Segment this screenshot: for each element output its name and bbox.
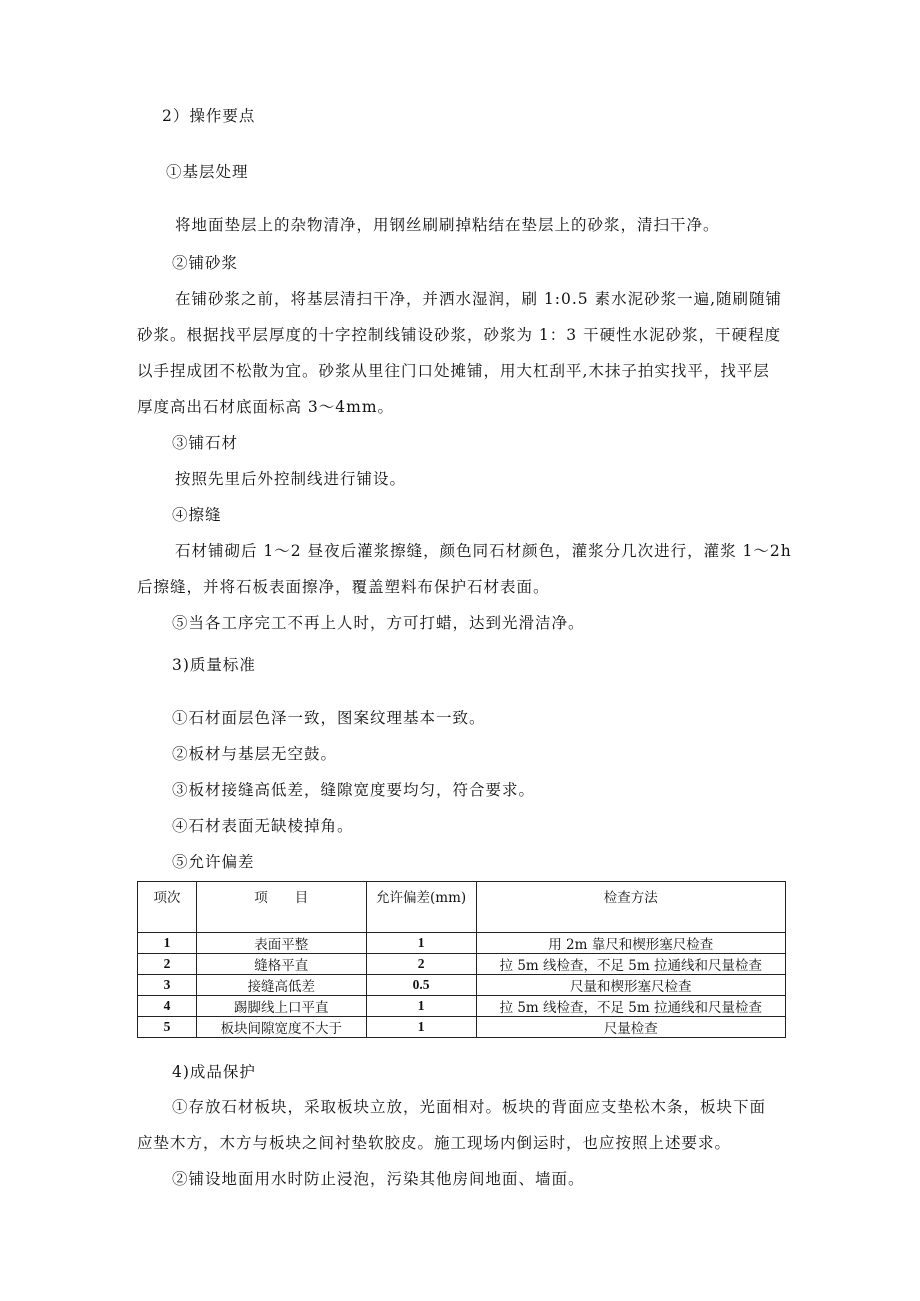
joint-line-2: 后擦缝，并将石板表面擦净，覆盖塑料布保护石材表面。 xyxy=(137,578,550,596)
cell-no: 2 xyxy=(138,954,197,975)
cell-tolerance: 1 xyxy=(366,1017,476,1038)
subsection-mortar-title: ②铺砂浆 xyxy=(172,254,239,272)
header-item-no: 项次 xyxy=(138,882,197,933)
cell-no: 1 xyxy=(138,933,197,954)
quality-item-3: ③板材接缝高低差，缝隙宽度要均匀，符合要求。 xyxy=(172,781,536,799)
cell-method: 用 2m 靠尺和楔形塞尺检查 xyxy=(476,933,785,954)
table-row xyxy=(138,975,786,996)
protection-line-1: ①存放石材板块，采取板块立放，光面相对。板块的背面应支垫松木条，板块下面 xyxy=(172,1098,767,1116)
quality-item-2: ②板材与基层无空鼓。 xyxy=(172,745,338,763)
header-tolerance: 允许偏差(mm) xyxy=(366,882,476,933)
header-item: 项 目 xyxy=(196,882,366,933)
cell-tolerance: 1 xyxy=(366,933,476,954)
cell-tolerance: 0.5 xyxy=(366,975,476,996)
cell-method: 拉 5m 线检查，不足 5m 拉通线和尺量检查 xyxy=(476,996,785,1017)
cell-method: 尺量检查 xyxy=(476,1017,785,1038)
cell-no: 3 xyxy=(138,975,197,996)
mortar-line-1: 在铺砂浆之前，将基层清扫干净，并洒水湿润，刷 1:0.5 素水泥砂浆一遍,随刷随铺 xyxy=(175,290,783,308)
mortar-line-4: 厚度高出石材底面标高 3～4mm。 xyxy=(137,398,395,416)
subsection-joint-title: ④擦缝 xyxy=(172,506,222,524)
header-method: 检查方法 xyxy=(476,882,785,933)
deviation-table xyxy=(137,881,786,1038)
cell-tolerance: 1 xyxy=(366,996,476,1017)
quality-item-1: ①石材面层色泽一致，图案纹理基本一致。 xyxy=(172,709,486,727)
quality-item-5: ⑤允许偏差 xyxy=(172,853,255,871)
cell-item: 缝格平直 xyxy=(196,954,366,975)
cell-method: 拉 5m 线检查，不足 5m 拉通线和尺量检查 xyxy=(476,954,785,975)
cell-item: 表面平整 xyxy=(196,933,366,954)
wax-text: ⑤当各工序完工不再上人时，方可打蜡，达到光滑洁净。 xyxy=(172,614,585,632)
table-header-row xyxy=(138,882,786,933)
section-2-title: 2）操作要点 xyxy=(162,107,256,125)
cell-item: 接缝高低差 xyxy=(196,975,366,996)
cell-tolerance: 2 xyxy=(366,954,476,975)
cell-method: 尺量和楔形塞尺检查 xyxy=(476,975,785,996)
table-row xyxy=(138,933,786,954)
quality-item-4: ④石材表面无缺棱掉角。 xyxy=(172,817,354,835)
table-row xyxy=(138,1017,786,1038)
mortar-line-2: 砂浆。根据找平层厚度的十字控制线铺设砂浆，砂浆为 1：3 干硬性水泥砂浆，干硬程度 xyxy=(137,326,782,344)
table-row xyxy=(138,996,786,1017)
mortar-line-3: 以手捏成团不松散为宜。砂浆从里往门口处摊铺，用大杠刮平,木抹子拍实找平，找平层 xyxy=(137,362,770,380)
cell-no: 4 xyxy=(138,996,197,1017)
cell-item: 踢脚线上口平直 xyxy=(196,996,366,1017)
section-4-title: 4)成品保护 xyxy=(172,1063,256,1081)
protection-line-2: 应垫木方，木方与板块之间衬垫软胶皮。施工现场内倒运时，也应按照上述要求。 xyxy=(137,1134,732,1152)
section-3-title: 3)质量标准 xyxy=(172,656,256,674)
subsection-stone-title: ③铺石材 xyxy=(172,434,239,452)
subsection-base-treatment-title: ①基层处理 xyxy=(166,163,249,181)
base-treatment-text: 将地面垫层上的杂物清净，用钢丝刷刷掉粘结在垫层上的砂浆，清扫干净。 xyxy=(175,216,720,234)
cell-no: 5 xyxy=(138,1017,197,1038)
joint-line-1: 石材铺砌后 1～2 昼夜后灌浆擦缝，颜色同石材颜色，灌浆分几次进行，灌浆 1～2h xyxy=(175,542,792,560)
stone-text: 按照先里后外控制线进行铺设。 xyxy=(175,470,407,488)
protection-line-3: ②铺设地面用水时防止浸泡，污染其他房间地面、墙面。 xyxy=(172,1170,585,1188)
cell-item: 板块间隙宽度不大于 xyxy=(196,1017,366,1038)
table-row xyxy=(138,954,786,975)
